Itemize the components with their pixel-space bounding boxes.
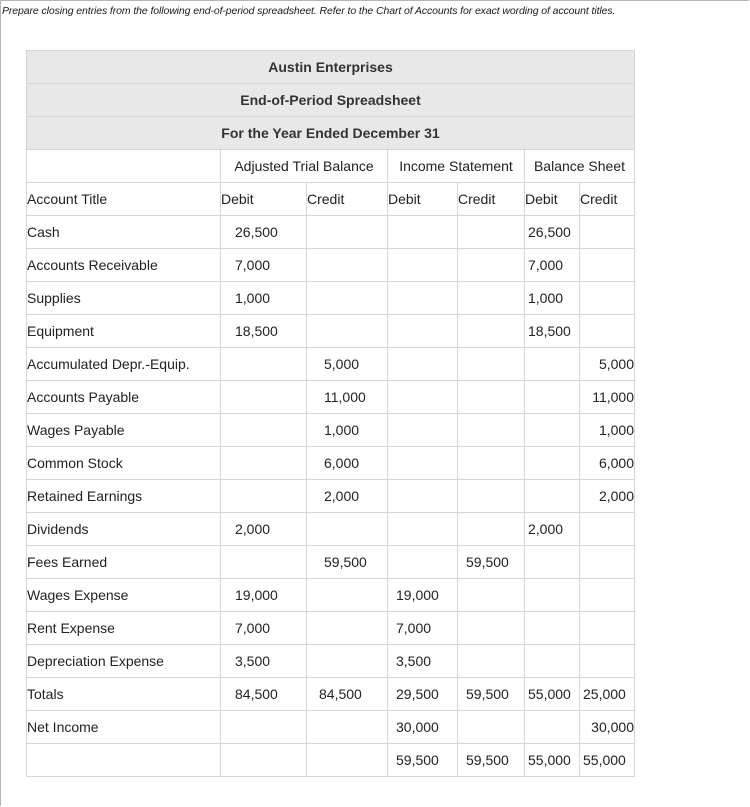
cell-bs-cr	[580, 579, 635, 612]
account-title: Wages Expense	[27, 579, 221, 612]
final-row-blank	[27, 744, 221, 777]
cell-bs-dr: 18,500	[525, 315, 580, 348]
account-title: Rent Expense	[27, 612, 221, 645]
cell-is-dr	[388, 282, 458, 315]
table-row	[27, 447, 635, 480]
instruction-text: Prepare closing entries from the following end-of-period spreadsheet. Refer to the Chart of Accounts for exact wording of account titles.	[2, 5, 616, 17]
cell-is-cr	[458, 447, 525, 480]
net-income-is-credit	[458, 711, 525, 744]
cell-bs-dr	[525, 414, 580, 447]
column-header-is-debit: Debit	[388, 183, 458, 216]
cell-atb-cr: 11,000	[307, 381, 388, 414]
cell-bs-dr: 2,000	[525, 513, 580, 546]
table-row	[27, 216, 635, 249]
cell-is-cr	[458, 612, 525, 645]
cell-is-cr	[458, 282, 525, 315]
cell-is-cr	[458, 348, 525, 381]
cell-is-cr	[458, 249, 525, 282]
cell-bs-dr	[525, 348, 580, 381]
period-label: For the Year Ended December 31	[27, 117, 635, 150]
cell-is-cr	[458, 579, 525, 612]
cell-atb-dr: 18,500	[221, 315, 307, 348]
spreadsheet-title: End-of-Period Spreadsheet	[27, 84, 635, 117]
table-row	[27, 381, 635, 414]
totals-bs-debit: 55,000	[525, 678, 580, 711]
account-title: Equipment	[27, 315, 221, 348]
net-income-bs-debit	[525, 711, 580, 744]
totals-atb-credit: 84,500	[307, 678, 388, 711]
account-title: Wages Payable	[27, 414, 221, 447]
cell-is-dr	[388, 315, 458, 348]
cell-atb-dr: 2,000	[221, 513, 307, 546]
cell-atb-dr: 3,500	[221, 645, 307, 678]
table-row	[27, 282, 635, 315]
cell-atb-dr	[221, 546, 307, 579]
cell-is-dr	[388, 546, 458, 579]
cell-is-dr: 3,500	[388, 645, 458, 678]
account-title: Accumulated Depr.-Equip.	[27, 348, 221, 381]
cell-atb-cr: 1,000	[307, 414, 388, 447]
cell-is-dr: 19,000	[388, 579, 458, 612]
cell-atb-cr	[307, 645, 388, 678]
cell-bs-cr: 1,000	[580, 414, 635, 447]
cell-atb-cr	[307, 513, 388, 546]
account-title: Accounts Payable	[27, 381, 221, 414]
totals-label: Totals	[27, 678, 221, 711]
cell-atb-cr: 59,500	[307, 546, 388, 579]
cell-atb-dr	[221, 348, 307, 381]
cell-atb-dr	[221, 480, 307, 513]
cell-bs-dr	[525, 645, 580, 678]
table-row	[27, 315, 635, 348]
cell-bs-cr	[580, 546, 635, 579]
cell-is-dr	[388, 447, 458, 480]
cell-atb-dr: 7,000	[221, 249, 307, 282]
account-title: Supplies	[27, 282, 221, 315]
net-income-label: Net Income	[27, 711, 221, 744]
end-of-period-spreadsheet	[26, 50, 635, 777]
table-row	[27, 513, 635, 546]
net-income-bs-credit: 30,000	[580, 711, 635, 744]
cell-bs-cr	[580, 216, 635, 249]
final-atb-debit	[221, 744, 307, 777]
final-is-debit: 59,500	[388, 744, 458, 777]
account-title: Fees Earned	[27, 546, 221, 579]
totals-is-debit: 29,500	[388, 678, 458, 711]
cell-atb-cr	[307, 579, 388, 612]
table-row	[27, 612, 635, 645]
cell-atb-cr	[307, 249, 388, 282]
cell-atb-cr: 2,000	[307, 480, 388, 513]
cell-is-cr	[458, 480, 525, 513]
account-title: Common Stock	[27, 447, 221, 480]
cell-is-cr	[458, 645, 525, 678]
column-header-bs-debit: Debit	[525, 183, 580, 216]
account-title: Cash	[27, 216, 221, 249]
cell-bs-cr	[580, 249, 635, 282]
cell-bs-cr: 2,000	[580, 480, 635, 513]
final-is-credit: 59,500	[458, 744, 525, 777]
table-row	[27, 546, 635, 579]
table-row	[27, 480, 635, 513]
final-atb-credit	[307, 744, 388, 777]
cell-bs-cr	[580, 645, 635, 678]
cell-is-dr	[388, 249, 458, 282]
cell-bs-cr	[580, 315, 635, 348]
cell-atb-dr: 7,000	[221, 612, 307, 645]
cell-atb-dr	[221, 414, 307, 447]
net-income-atb-credit	[307, 711, 388, 744]
cell-is-dr	[388, 513, 458, 546]
cell-atb-dr: 26,500	[221, 216, 307, 249]
cell-atb-dr	[221, 447, 307, 480]
table-row	[27, 579, 635, 612]
cell-bs-dr: 1,000	[525, 282, 580, 315]
company-name: Austin Enterprises	[27, 51, 635, 84]
totals-bs-credit: 25,000	[580, 678, 635, 711]
cell-bs-dr	[525, 480, 580, 513]
cell-is-dr	[388, 480, 458, 513]
group-header-is: Income Statement	[388, 150, 525, 183]
column-header-atb-credit: Credit	[307, 183, 388, 216]
account-title: Accounts Receivable	[27, 249, 221, 282]
cell-bs-dr	[525, 381, 580, 414]
cell-bs-dr: 26,500	[525, 216, 580, 249]
account-title: Depreciation Expense	[27, 645, 221, 678]
cell-bs-cr	[580, 612, 635, 645]
cell-atb-dr	[221, 381, 307, 414]
table-row	[27, 249, 635, 282]
cell-bs-dr	[525, 579, 580, 612]
cell-is-cr	[458, 414, 525, 447]
account-title: Retained Earnings	[27, 480, 221, 513]
cell-atb-cr	[307, 216, 388, 249]
group-header-blank	[27, 150, 221, 183]
group-header-bs: Balance Sheet	[525, 150, 635, 183]
column-header-atb-debit: Debit	[221, 183, 307, 216]
cell-bs-cr: 6,000	[580, 447, 635, 480]
cell-bs-cr	[580, 282, 635, 315]
net-income-is-debit: 30,000	[388, 711, 458, 744]
final-bs-debit: 55,000	[525, 744, 580, 777]
table-row	[27, 645, 635, 678]
net-income-atb-debit	[221, 711, 307, 744]
cell-atb-dr: 1,000	[221, 282, 307, 315]
cell-atb-cr	[307, 282, 388, 315]
cell-is-cr	[458, 513, 525, 546]
cell-is-dr	[388, 414, 458, 447]
group-header-atb: Adjusted Trial Balance	[221, 150, 388, 183]
cell-is-dr	[388, 381, 458, 414]
cell-atb-cr	[307, 315, 388, 348]
totals-is-credit: 59,500	[458, 678, 525, 711]
cell-atb-cr: 6,000	[307, 447, 388, 480]
totals-atb-debit: 84,500	[221, 678, 307, 711]
cell-atb-dr: 19,000	[221, 579, 307, 612]
cell-bs-dr	[525, 612, 580, 645]
final-bs-credit: 55,000	[580, 744, 635, 777]
cell-bs-dr: 7,000	[525, 249, 580, 282]
cell-is-dr	[388, 348, 458, 381]
cell-is-cr: 59,500	[458, 546, 525, 579]
cell-bs-cr	[580, 513, 635, 546]
cell-atb-cr: 5,000	[307, 348, 388, 381]
cell-is-cr	[458, 216, 525, 249]
cell-is-dr	[388, 216, 458, 249]
cell-bs-dr	[525, 447, 580, 480]
cell-is-cr	[458, 381, 525, 414]
cell-bs-cr: 5,000	[580, 348, 635, 381]
cell-is-cr	[458, 315, 525, 348]
column-header-is-credit: Credit	[458, 183, 525, 216]
account-title: Dividends	[27, 513, 221, 546]
cell-is-dr: 7,000	[388, 612, 458, 645]
cell-bs-dr	[525, 546, 580, 579]
cell-bs-cr: 11,000	[580, 381, 635, 414]
column-header-bs-credit: Credit	[580, 183, 635, 216]
cell-atb-cr	[307, 612, 388, 645]
table-row	[27, 414, 635, 447]
table-row	[27, 348, 635, 381]
column-header-account-title: Account Title	[27, 183, 221, 216]
